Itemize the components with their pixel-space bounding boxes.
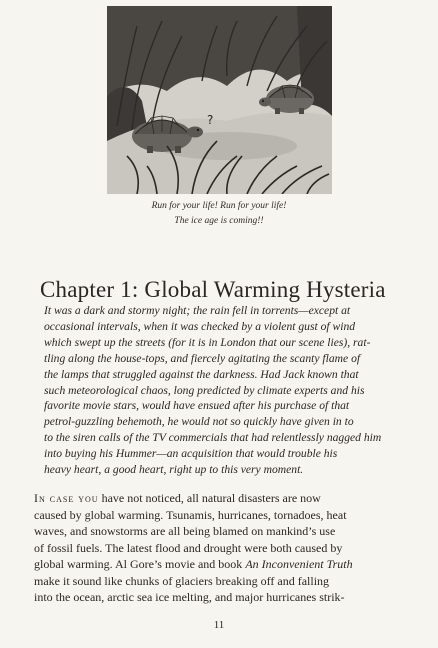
page-number: 11 bbox=[213, 619, 225, 631]
chapter-title: Chapter 1: Global Warming Hysteria bbox=[40, 277, 386, 303]
epigraph-line: It was a dark and stormy night; the rain fell in torrents—except at bbox=[44, 304, 351, 317]
body-line: waves, and snowstorms are all being blamed on mankind’s use bbox=[34, 524, 336, 538]
body-line: of fossil fuels. The latest flood and drought were both caused by bbox=[34, 540, 343, 555]
epigraph-line: to the siren calls of the TV commercials that had relentlessly nagged him bbox=[44, 431, 382, 445]
epigraph-line: such meteorological chaos, long predicted by climate experts and his bbox=[44, 383, 365, 397]
illustration-caption-line-1: Run for your life! Run for your life! bbox=[151, 201, 287, 211]
epigraph-line: favorite movie stars, would have ensued after his purchase of that bbox=[44, 399, 350, 413]
body-line: caused by global warming. Tsunamis, hurricanes, tornadoes, heat bbox=[34, 507, 347, 522]
body-line: into the ocean, arctic sea ice melting, and major hurricanes strik- bbox=[34, 590, 345, 604]
body-line bbox=[34, 490, 408, 507]
turtle-illustration bbox=[107, 6, 332, 194]
book-title: An Inconvenient Truth bbox=[245, 557, 353, 571]
epigraph-line: heavy heart, a good heart, right up to this very moment. bbox=[44, 463, 304, 477]
body-line-text: global warming. Al Gore’s movie and book bbox=[34, 557, 246, 571]
body-line-text: have not noticed, all natural disasters are now bbox=[98, 491, 321, 505]
body-line bbox=[34, 556, 408, 573]
epigraph-line: petrol-guzzling behemoth, he would not so quickly have given in to bbox=[44, 415, 354, 429]
body-paragraph bbox=[34, 490, 408, 606]
body-line: make it sound like chunks of glaciers breaking off and falling bbox=[34, 573, 330, 588]
lead-in-smallcaps: In case you bbox=[34, 491, 99, 505]
illustration-caption-line-2: The ice age is coming!! bbox=[174, 216, 264, 226]
epigraph-line: into buying his Hummer—an acquisition that would trouble his bbox=[44, 447, 338, 461]
epigraph-line: the lamps that struggled against the darkness. Had Jack known that bbox=[44, 367, 359, 381]
epigraph-line: occasional intervals, when it was checked by a violent gust of wind bbox=[44, 319, 356, 333]
epigraph-paragraph bbox=[44, 303, 394, 478]
epigraph-line: tling along the house-tops, and fiercely agitating the scanty flame of bbox=[44, 351, 361, 365]
epigraph-line: which swept up the streets (for it is in London that our scene lies), rat- bbox=[44, 335, 371, 349]
svg-text:?: ? bbox=[207, 113, 214, 127]
